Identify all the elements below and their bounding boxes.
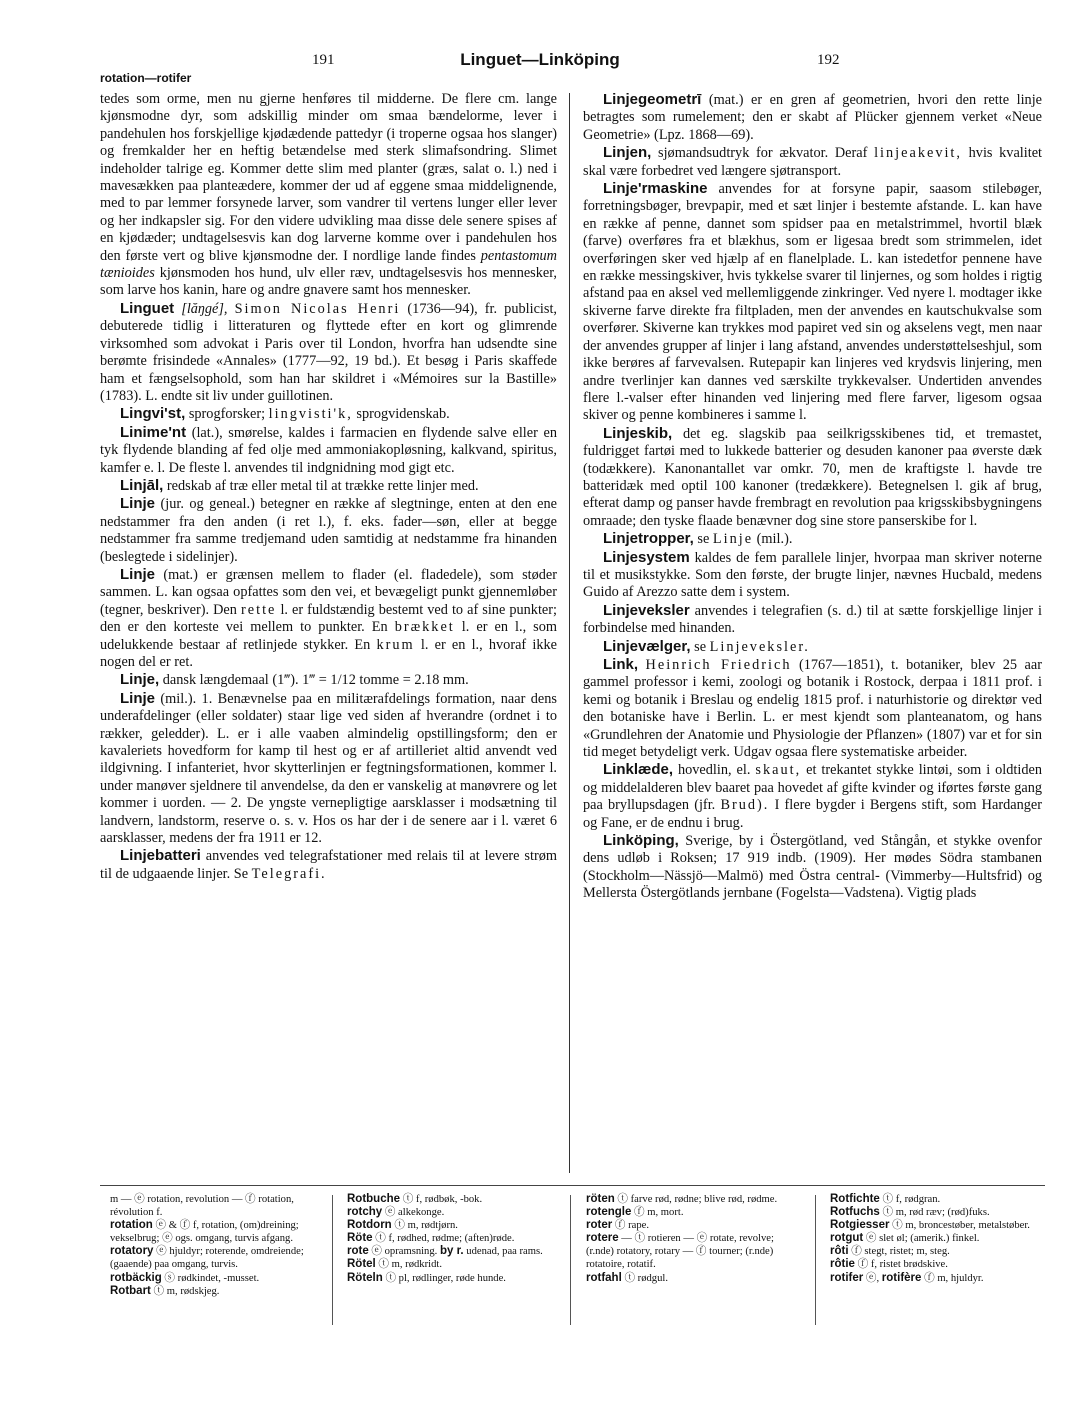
glossary-column-3 [586,1193,800,1285]
glossary-item: rotere — ⓣ rotieren — ⓔ rotate, revolve; (r.nde) rotatory, rotary — ⓕ tourner; (r.nde) rotatoire, rotatif. [586,1232,774,1271]
glossary-item: Rotdorn ⓣ m, rødtjørn. [347,1219,458,1232]
entry-linjen: Linjen, sjømandsudtryk for ækvator. Deraf linjeakevit, hvis kvalitet skal være forbedret ved længere sjøtransport. [583,144,1043,179]
glossary-item: roter ⓕ rape. [586,1219,649,1232]
glossary-item: Rotfuchs ⓣ m, rød ræv; (rød)fuks. [830,1206,990,1219]
headword: Linjetropper, [603,530,694,548]
entry-linje-maal: Linje, dansk længdemaal (1‴). 1‴ = 1/12 tomme = 2.18 mm. [120,671,469,689]
entry-linjegeometri: Linjegeometrī (mat.) er en gren af geometrien, hvori den rette linje betragtes som rumelement; den er skabt af Plücker gjennem verket «Neue Geometrie» (Lpz. 1868—69). [583,91,1043,143]
entry-lingvist: Lingvi'st, sprogforsker; lingvisti'k, sprogvidenskab. [120,405,450,423]
headword: Linjebatteri [120,847,201,865]
entry-linje-jur: Linje (jur. og geneal.) betegner en række af slegtninge, enten at den ene nedstammer fra den anden (i ret l.), f. eks. fader—søn, eller at begge nedstammer fra samme tredjemand uden samtidig at nedstamme fra hinanden (beslegtede i sidelinjer). [100,495,557,565]
glossary-item: Röteln ⓣ pl, rødlinger, røde hunde. [347,1271,506,1284]
headword: Lingvi'st, [120,405,186,423]
headword: Linklæde, [603,761,674,779]
entry-continuation: tedes som orme, men nu gjerne henføres til midderne. De flere cm. lange kjønsmodne dyr, som adskillig minder om smaa bændelorme, lever i pandehulen hos forskjellige kjødædende pattedyr (i troperne ogsaa hos slanger) og fremkalder her en heftig betændelse med sterk slimafsondring. Slimet indeholder talrige eg. Kommer dette slim med planter (græs, salat o. l.) ned i mavesækken paa planteædere, kommer der ud af eggene smaa middelignende, med to par lemmer forsynede larver, som vandrer til vertens lunger eller lever og her indkapsler sig. For den videre udvikling maa disse dele senere spises af en kjødæder; undtagelsesvis kan dog larverne komme over i pandehulen hos den første vert og blive kjønsmodne der. I nordlige lande findes pentastomum tænioides kjønsmoden hos hund, ulv eller ræv, undtagelsesvis hos mennesker, som larve hos kanin, hare og andre gnavere samt hos mennesker. [100,91,558,299]
entry-linjal: Linjāl, redskab af træ eller metal til at trække rette linjer med. [120,476,479,494]
entry-linje-mat: Linje (mat.) er grænsen mellem to flader (el. fladedele), som støder sammen. L. kan ogsaa opfattes som den vei, et bevægeligt punkt gjennemløber (tegner, beskriver). Den rette l. er fuldstændig bestemt ved to af sine punkter; den er den korteste vei mellem to punkter. En brækket l. er en l., som udelukkende bestaar af retlinjede stykker. En krum l. er en l., hvoraf ikke nogen del er ret. [100,565,558,670]
entry-linjeskib: Linjeskib, det eg. slagskib paa seilkrigsskibenes tid, et tremastet, fuldrigget fartøi med to lukkede batterier og desuden kanoner paa øverste dæk (todækkere). Kanonantallet var omkr. 70, men de kraftigste l. havde tre batteridæk med optil 100 kanoner (tredækkere). Betegnelsen l. gik af brug, efterat damp og panser havde frembragt en revolution paa krigsskibsbygningens omraade; den tyske flaade benævner dog sine store panserskibe for l. [583,424,1042,529]
glossary-item: Rotbart ⓣ m, rødskjeg. [110,1284,220,1297]
headword: Linje [120,689,156,707]
page-number-right: 192 [817,52,840,68]
glossary-item: rotation ⓔ & ⓕ f, rotation, (om)dreining; vekselbrug; ⓔ ogs. omgang, turvis afgang. [110,1219,299,1245]
headword: Linje, [120,671,160,689]
glossary-item: m — ⓔ rotation, revolution — ⓕ rotation, révolution f. [110,1194,294,1219]
glossary-item: röten ⓣ farve rød, rødne; blive rød, rødme. [586,1193,778,1205]
entry-liniment: Linime'nt (lat.), smørelse, kaldes i farmacien en flydende salve eller en tyk flydende blanding af fed olje med ammoniakopløsning, kalkvand, spiritus, kamfer e. l. De fleste l. anvendes til indgnidning mod gigt etc. [100,423,557,476]
glossary-item: Rötel ⓣ m, rødkridt. [347,1258,442,1271]
headword: Linime'nt [120,423,187,441]
right-column [583,91,1042,1183]
glossary-divider [570,1195,571,1325]
column-divider [569,93,570,1173]
headword: Linjesystem [603,548,690,566]
glossary-item: Rotgiesser ⓣ m, broncestøber, metalstøber. [830,1219,1030,1232]
headword: Linjevælger, [603,637,691,655]
page-title: Linguet—Linköping [460,50,620,69]
headword: Linjeveksler [603,601,690,619]
glossary-divider [332,1195,333,1325]
entry-link: Link, Heinrich Friedrich (1767—1851), t. botaniker, blev 25 aar gammel professor i kemi, zoologi og botanik i Rostock, derpaa i 1811 prof. i kemi og botanik i Breslau og endelig 1815 prof. i naturhistorie og direktør ved den botaniske have i Berlin. L. er mest kjendt som planteanatom, og hans «Grundlehren der Anatomie und Physiologie der Pflanzen» (1807) var et for sin tid meget betydeligt verk. Udgav ogsaa flere systematiske arbeider. [583,656,1043,761]
glossary-item: Röte ⓣ f, rødhed, rødme; (aften)røde. [347,1232,515,1245]
glossary-item: rotifer ⓔ, rotifère ⓕ m, hjuldyr. [830,1271,984,1284]
glossary-item: rote ⓔ opramsning. by r. udenad, paa rams. [347,1245,543,1258]
glossary-column-4 [830,1193,1045,1285]
entry-linklaede: Linklæde, hovedlin, el. skaut, et trekantet stykke lintøi, som i oldtiden og middelalderen blev baaret paa hovedet af gifte kvinder og iførtes første gang paa bryllupsdagen (jfr. Brud). I flere bygder i Bergens stift, som Hardanger og Fane, er de endnu i brug. [583,761,1043,831]
glossary-column-1 [110,1193,322,1298]
headword: Linje [120,495,156,513]
glossary-item: rôtie ⓕ f, ristet brødskive. [830,1258,948,1271]
page-number-left: 191 [312,52,335,68]
entry-linkoping: Linköping, Sverige, by i Östergötland, ved Stångån, et stykke ovenfor dens udløb i Roksen; 17 919 indb. (1909). Her mødes Södra stambanen (Stockholm—Nässjö—Malmö) med Östra central- (Vimmerby—Hultsfrid) og Mellersta Östergötlands jernbane (Fogelsta—Vadstena). Vigtig plads [583,832,1042,902]
entry-linguet: Linguet [lăŋgé], Simon Nicolas Henri (1736—94), fr. publicist, debuterede tidlig i litteraturen og flyttede efter en kort og glimrende virksomhed som advokat i Paris over til London, hvorfra han udsendte sine berømte frisindede «Annales» (1777—92, 19 bd.). Et besøg i Paris skaffede ham et fængselsophold, som han har skildret i «Mémoires sur la Bastille» (1783). L. endte sit liv under guillotinen. [100,299,557,404]
headword: Link, [603,656,639,673]
glossary-item: rotatory ⓔ hjuldyr; roterende, omdreiende; (gaaende) paa omgang, turvis. [110,1245,304,1271]
glossary-item: rotgut ⓔ slet øl; (amerik.) finkel. [830,1232,980,1245]
headword: Linje'rmaskine [603,180,708,198]
headword: Linköping, [603,832,679,850]
left-column [100,91,557,1183]
glossary-item: Rotfichte ⓣ f, rødgran. [830,1193,941,1205]
bottom-section-range: rotation—rotifer [100,71,192,85]
entry-linjevaelger: Linjevælger, se Linjeveksler. [603,637,810,655]
glossary-divider [815,1195,816,1325]
entry-linjermaskine: Linje'rmaskine anvendes for at forsyne papir, saasom stilebøger, forretningsbøger, brevpapir, med et sæt linjer i bestemte afstande. L. kan have en række af penne, dannet som spidser paa en metalstrimmel, hvortil blæk (farve) overføres fra et blækhus, som er ligesaa bredt som strimmelen, idet overføringen sker ved hjælp af en flanelplade. L. kan istedetfor pennene have en række messingskiver, hvis tykkelse svarer til linjernes, og som holdes i rigtig afstand paa en aksel ved mellemliggende zinkringer. Ved nyere l. modtager ikke skiverne farve direkte fra filtpladen, men der anvendes en kautschukvalse som overfører. Skiverne kan trykkes mod papiret ved sin og akselens vegt, men naar der anvendes grupper af linjer i lang afstand, anvendes understøttelseshjul, som ikke berøres af farvevalsen. Rutepapir kan linjeres ved krydsvis linjering, men andre tverlinjer kan dannes ved særskilte trykkevalser. Undertiden anvendes flere l.-valser efter hinanden ved linjering med flere farver, ligesom ogsaa skiver og penne kombineres i samme l. [583,180,1042,424]
entry-linjetropper: Linjetropper, se Linje (mil.). [603,530,793,548]
headword: Linjāl, [120,476,164,494]
glossary-item: rotengle ⓕ m, mort. [586,1206,684,1219]
glossary-item: rotchy ⓔ alkekonge. [347,1206,445,1219]
entry-linjesystem: Linjesystem kaldes de fem parallele linjer, hvorpaa man skriver noterne til et musikstykke. Som den første, der brugte linjer, nævnes Hucbald, medens Guido af Arezzo satte dem i system. [583,548,1042,601]
glossary-item: rôti ⓕ stegt, ristet; m, steg. [830,1245,950,1258]
entry-linjeveksler: Linjeveksler anvendes i telegrafien (s. d.) til at sætte forskjellige linjer i forbindelse med hinanden. [583,601,1042,637]
glossary-item: rotbäckig ⓢ rødkindet, -musset. [110,1271,260,1284]
headword: Linjegeometrī [603,91,702,108]
headword: Linjen, [603,144,652,162]
glossary-item: Rotbuche ⓣ f, rødbøk, -bok. [347,1193,483,1205]
headword: Linje [120,565,156,583]
entry-linje-mil: Linje (mil.). 1. Benævnelse paa en militærafdelings formation, naar dens underafdelinger (eller soldater) staar lige ved siden af hverandre (ordnet i to rækker, geledder). L. er i alle vaaben almindelig opstillingsform; den er kavaleriets hovedform for kamp til hest og er af artilleriet altid anvendt ved ildgivning. I infanteriet, hvor skytterlinjen er fegtningsformationen, kommer l. under manøver sjeldnere til anvendelse, da den er vanskelig at manøvrere og let kommer i uorden. — 2. De yngste vernepligtige aarsklasser i modsætning til landvern, landstorm, reserve o. s. v. Hos os har der i de senere aar i l. været 6 aarsklasser, medens der fra 1911 er 12. [100,689,557,847]
entry-linjebatteri: Linjebatteri anvendes ved telegrafstationer med relais til at levere strøm til de udgaaende linjer. Se Telegrafi. [100,847,557,882]
headword: Linjeskib, [603,424,673,442]
glossary-item: rotfahl ⓣ rødgul. [586,1271,668,1284]
section-divider [100,1185,1045,1186]
headword: Linguet [120,299,175,317]
glossary-column-2 [347,1193,559,1285]
